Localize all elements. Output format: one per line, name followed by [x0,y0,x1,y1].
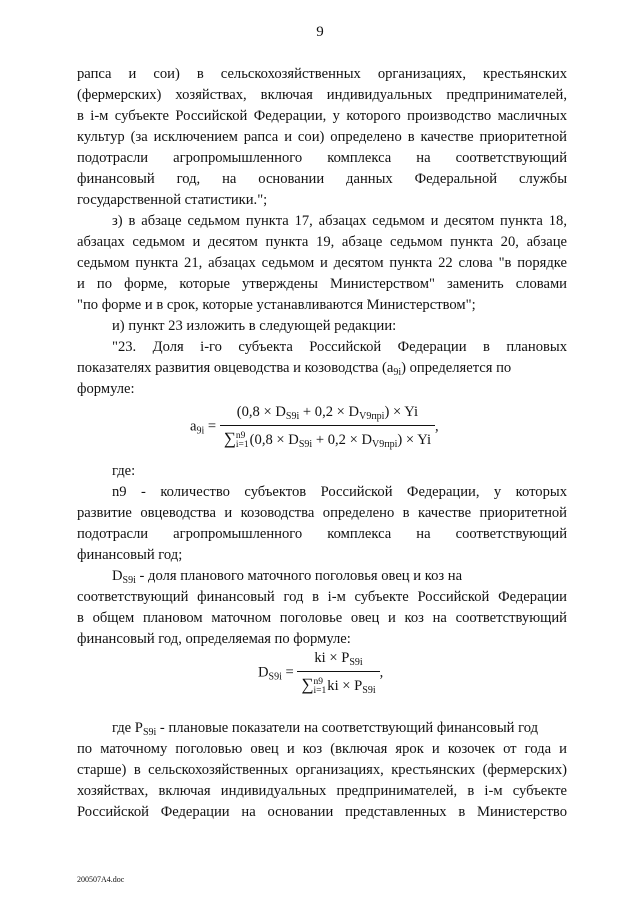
text-line: соответствующий финансовый год в i-м субъекте Российской Федерации [77,589,567,605]
text-line: где: [112,463,136,479]
equals-sign: = [281,664,298,681]
sum-limits: n9 i=1 [235,430,249,450]
text-segment: где P [112,720,143,736]
formula-lhs: a [190,418,197,435]
text-line: и по форме, которые утверждены Министерством" заменить словами [77,276,567,292]
numerator: $(0,8 \times D_{S9i} + 0,2 \times D_{V9прi}) \times Yi$ [236,404,419,422]
text-line: хозяйствах, включая индивидуальных предпринимателей, в i-м субъекте [77,783,567,799]
text-line: абзацах седьмом и десятом пункта 19, абзаце седьмом пункта 20, абзаце [77,234,567,250]
subscript: S9i [122,575,136,586]
formula-lhs: D [258,664,269,681]
text-line: государственной статистики."; [77,192,268,208]
subscript: S9i [268,671,282,683]
footer-filename: 200507A4.doc [77,875,125,884]
sum-symbol: ∑ [223,429,236,448]
text-line: з) в абзаце седьмом пункта 17, абзацах седьмом и десятом пункта 18, [112,213,567,229]
text-line [77,359,511,382]
text-segment: D [112,568,123,584]
text-line: финансовый год; [77,547,183,563]
numerator: ki × $P_{S9i}$ [314,650,363,668]
text-segment: - доля планового маточного поголовья овец и коз на [135,568,463,584]
text-line: финансовый год, определяемая по формуле: [77,631,351,647]
equals-sign: = [204,418,220,435]
text-segment: показателях развития овцеводства и козоводства (a [77,360,394,376]
denominator: ∑ n9 i=1 ki × $P_{S9i}$ [301,675,376,696]
text-line: старше) в сельскохозяйственных организациях, крестьянских (фермерских) [77,762,567,778]
text-line: (фермерских) хозяйствах, включая индивидуальных предпринимателей, [77,87,567,103]
text-line: "по форме и в срок, которые устанавливаются Министерством"; [77,297,476,313]
text-line: в i-м субъекте Российской Федерации, у которого производство масличных [77,108,567,124]
text-segment: - плановые показатели на соответствующий финансовый год [156,720,539,736]
text-line: в общем плановом маточном поголовье овец и коз на соответствующий [77,610,567,626]
formula-trail: , [379,664,384,681]
text-line: и) пункт 23 изложить в следующей редакции: [112,318,397,334]
subscript: 9i [393,367,402,378]
text-line: "23. Доля i-го субъекта Российской Федерации в плановых [112,339,567,355]
fraction [297,650,379,696]
text-line: культур (за исключением рапса и сои) определено в качестве приоритетной [77,129,567,145]
sum-symbol: ∑ [301,675,314,694]
subscript: 9i [196,425,205,437]
formula-ds9i [258,650,383,696]
text-line: Российской Федерации на основании представленных в Министерство [77,804,567,820]
formula-a9i [190,404,439,450]
text-line: седьмом пункта 21, абзацах седьмом и десятом пункта 22 слова "в порядке [77,255,567,271]
text-line [112,719,538,742]
fraction [220,404,435,450]
page-number: 9 [316,24,324,40]
subscript: S9i [142,727,157,738]
text-line: по маточному поголовью овец и коз (включая ярок и козочек от года и [77,741,567,757]
text-line: подотрасли агропромышленного комплекса на соответствующий [77,526,567,542]
text-line: формуле: [77,381,135,397]
sum-limits: n9 i=1 [313,676,327,696]
denominator: ∑ n9 i=1 $(0,8 \times D_{S9i} + 0,2 \times D_{V9прi}) \times Yi$ [223,429,432,450]
text-line: n9 - количество субъектов Российской Федерации, у которых [112,484,567,500]
text-line: рапса и сои) в сельскохозяйственных организациях, крестьянских [77,66,567,82]
text-line: развитие овцеводства и козоводства определено в качестве приоритетной [77,505,567,521]
text-line: финансовый год, на основании данных Федеральной службы [77,171,567,187]
formula-trail: , [435,418,439,435]
text-segment: ) определяется по [401,360,512,376]
text-line: подотрасли агропромышленного комплекса на соответствующий [77,150,567,166]
text-line [112,567,462,590]
